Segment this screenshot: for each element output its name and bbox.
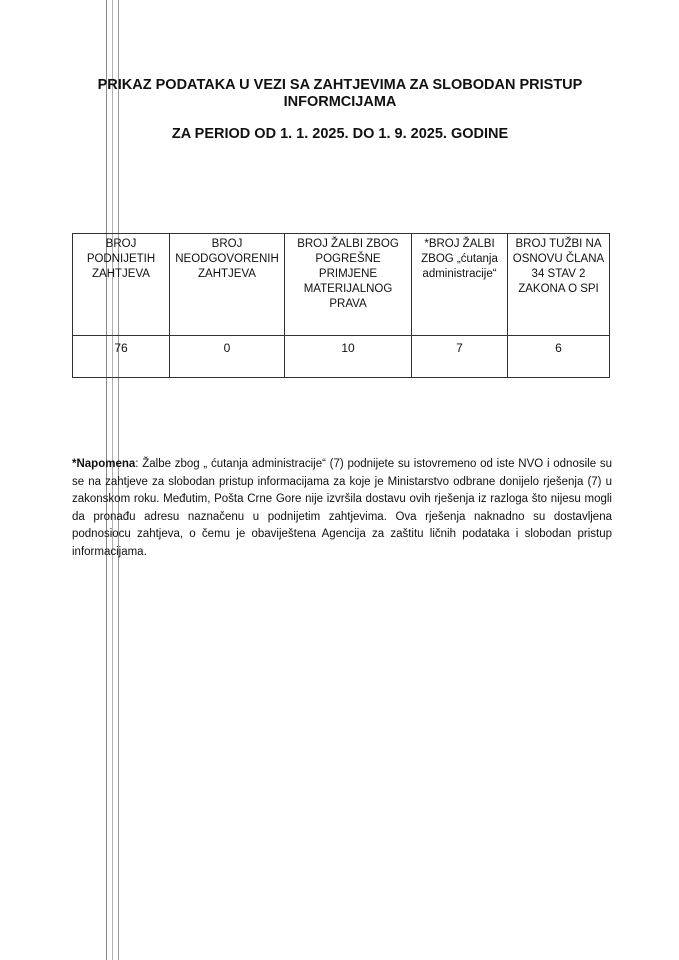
footnote-text: : Žalbe zbog „ ćutanja administracije“ (7) podnijete su istovremeno od iste NVO i odnosile su se na zahtjeve za slobodan pristup informacijama za koje je Ministarstvo odbrane donijelo rješenja (7) u zakonskom roku. Međutim, Pošta Crne Gore nije izvršila dostavu ovih rješenja iz razloga što nijesu mogli da pronađu adresu naznačenu u podnijetim zahtjevima. Ova rješenja naknadno su dostavljena podnosiocu zahtjeva, o čemu je obaviještena Agencija za zaštitu ličnih podataka i slobodan pristup informacijama. [72, 458, 612, 558]
table-header-row [73, 234, 610, 336]
statistics-table [72, 233, 610, 378]
header-cell: BROJ NEODGOVORENIH ZAHTJEVA [170, 234, 285, 336]
value-cell: 76 [73, 335, 170, 377]
footnote-label: *Napomena [72, 458, 136, 470]
document-title-line-2: INFORMCIJAMA [283, 94, 397, 110]
value-cell: 0 [170, 335, 285, 377]
value-cell: 7 [412, 335, 508, 377]
header-cell: BROJ TUŽBI NA OSNOVU ČLANA 34 STAV 2 ZAKONA O SPI [508, 234, 610, 336]
document-title-line-1: PRIKAZ PODATAKA U VEZI SA ZAHTJEVIMA ZA SLOBODAN PRISTUP [97, 77, 583, 93]
header-cell: BROJ PODNIJETIH ZAHTJEVA [73, 234, 170, 336]
value-cell: 10 [285, 335, 412, 377]
table-row [73, 335, 610, 377]
value-cell: 6 [508, 335, 610, 377]
document-period: ZA PERIOD OD 1. 1. 2025. DO 1. 9. 2025. GODINE [171, 126, 509, 142]
header-cell: *BROJ ŽALBI ZBOG „ćutanja administracije“ [412, 234, 508, 336]
header-cell: BROJ ŽALBI ZBOG POGREŠNE PRIMJENE MATERIJALNOG PRAVA [285, 234, 412, 336]
footnote [72, 456, 612, 561]
